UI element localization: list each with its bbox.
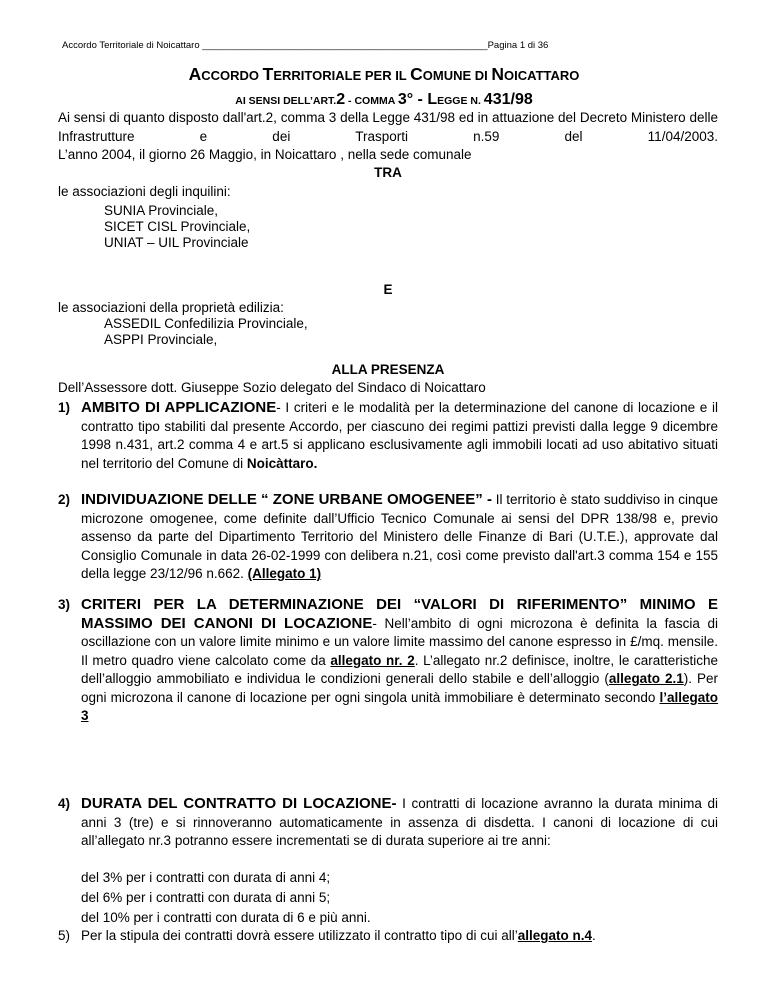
article-5: 5) Per la stipula dei contratti dovrà essere utilizzato il contratto tipo di cui all’allegato n.4.	[58, 927, 718, 946]
tenant-association-item: UNIAT – UIL Provinciale	[104, 235, 249, 250]
page-header	[62, 40, 710, 51]
allegato-2-link[interactable]: allegato nr. 2	[330, 652, 415, 668]
article-heading: INDIVIDUAZIONE DELLE “ ZONE URBANE OMOGENEE” -	[81, 491, 492, 508]
intro-paragraph: Ai sensi di quanto disposto dall'art.2, comma 3 della Legge 431/98 ed in attuazione del Decreto Ministero delle Infrastrutture e dei Trasporti n.59 del 11/04/2003.	[58, 110, 718, 144]
header-doc-title: Accordo Territoriale di Noicattaro	[62, 40, 200, 51]
owner-association-item: ASPPI Provinciale,	[104, 332, 218, 347]
article-3: 3) CRITERI PER LA DETERMINAZIONE DEI “VALORI DI RIFERIMENTO” MINIMO E MASSIMO DEI CANONI DI LOCAZIONE- Nell’ambito di ogni microzona è definita la fascia di oscillazione con un valore limite minimo e un valore limite massimo del canone espresso in £/mq. mensile. Il metro quadro viene calcolato come da allegato nr. 2. L’allegato nr.2 definisce, inoltre, le caratteristiche dell’alloggio ammobiliato e individua le condizioni generali dello stabile e dell’alloggio (allegato 2.1). Per ogni microzona il canone di locazione per ogni singola unità immobiliare è determinato secondo l’allegato 3	[58, 596, 719, 723]
owner-associations-label: le associazioni della proprietà edilizia:	[58, 300, 284, 315]
header-rule: ______________________________________________________	[202, 40, 488, 51]
article-number: 3)	[58, 597, 71, 612]
duration-line: del 10% per i contratti con durata di 6 e più anni.	[81, 910, 371, 925]
duration-line: del 3% per i contratti con durata di anni 4;	[81, 870, 331, 885]
date-place-line: L’anno 2004, il giorno 26 Maggio, in Noicattaro , nella sede comunale	[58, 147, 472, 162]
allegato-1-link[interactable]: (Allegato 1)	[247, 566, 322, 581]
tra-heading: TRA	[374, 165, 402, 180]
document-title: ACCORDO TERRITORIALE PER IL COMUNE DI NOICATTARO	[188, 64, 580, 84]
article-4	[58, 795, 718, 851]
tenant-association-item: SUNIA Provinciale,	[104, 203, 219, 218]
article-tail: Noicàttaro.	[246, 455, 318, 471]
allegato-4-link[interactable]: allegato n.4	[517, 928, 592, 943]
article-text: - I criteri e le modalità per la determinazione del canone di locazione e il contratto tipo stabiliti dal presente Accordo, per ciascuno dei regimi pattizi previsti dalla legge 9 dicembre 1998 n.431, art.2 comma 4 e art.5 si applicano esclusivamente agli immobili locati ad uso abitativo situati nel territorio del Comune di	[81, 400, 718, 471]
article-text: - Nell’ambito di ogni microzona è definita la fascia di oscillazione con un valore limite minimo e un valore limite massimo del canone espresso in £/mq. mensile. Il metro quadro viene calcolato come da	[81, 615, 719, 668]
article-text: Il territorio è stato suddiviso in cinque microzone omogenee, come definite dall’Ufficio Tecnico Comunale ai sensi del DPR 138/98 e, previo assenso da parte del Dipartimento Territorio del Ministero delle Finanze di Bari (U.T.E.), approvate dal Consiglio Comunale in data 26-02-1999 con delibera n.21, così come previsto dall'art.3 comma 154 e 155 della legge 23/12/96 n.662.	[81, 492, 718, 581]
article-2	[58, 491, 718, 584]
article-text: Per la stipula dei contratti dovrà essere utilizzato il contratto tipo di cui all’	[81, 928, 518, 943]
article-1	[58, 399, 718, 473]
allegato-2-1-link[interactable]: allegato 2.1	[608, 671, 684, 686]
owner-association-item: ASSEDIL Confedilizia Provinciale,	[104, 316, 308, 331]
tenant-association-item: SICET CISL Provinciale,	[104, 219, 251, 234]
header-page-number: Pagina 1 di 36	[487, 40, 549, 51]
article-number: 2)	[58, 492, 71, 507]
allegato-3-link[interactable]: l’allegato 3	[81, 689, 718, 723]
article-heading: AMBITO DI APPLICAZIONE	[81, 399, 277, 416]
e-heading: E	[383, 282, 393, 297]
article-heading: CRITERI PER LA DETERMINAZIONE DEI “VALORI DI RIFERIMENTO” MINIMO E MASSIMO DEI CANONI DI LOCAZIONE	[81, 596, 718, 632]
assessore-line: Dell’Assessore dott. Giuseppe Sozio delegato del Sindaco di Noicattaro	[58, 380, 486, 395]
tenant-associations-label: le associazioni degli inquilini:	[58, 184, 231, 199]
document-subtitle: AI SENSI DELL’ART.2 - COMMA 3° - LEGGE N. 431/98	[235, 91, 533, 108]
duration-line: del 6% per i contratti con durata di anni 5;	[81, 890, 331, 905]
article-number: 4)	[58, 796, 71, 811]
article-number: 5)	[58, 928, 71, 943]
article-number: 1)	[58, 400, 71, 415]
article-heading: DURATA DEL CONTRATTO DI LOCAZIONE-	[81, 795, 397, 812]
presenza-heading: ALLA PRESENZA	[331, 362, 445, 377]
article-text: I contratti di locazione avranno la durata minima di anni 3 (tre) e si rinnoveranno automaticamente in assenza di disdetta. I canoni di locazione di cui all’allegato nr.3 potranno essere incrementati se di durata superiore ai tre anni:	[81, 796, 718, 848]
